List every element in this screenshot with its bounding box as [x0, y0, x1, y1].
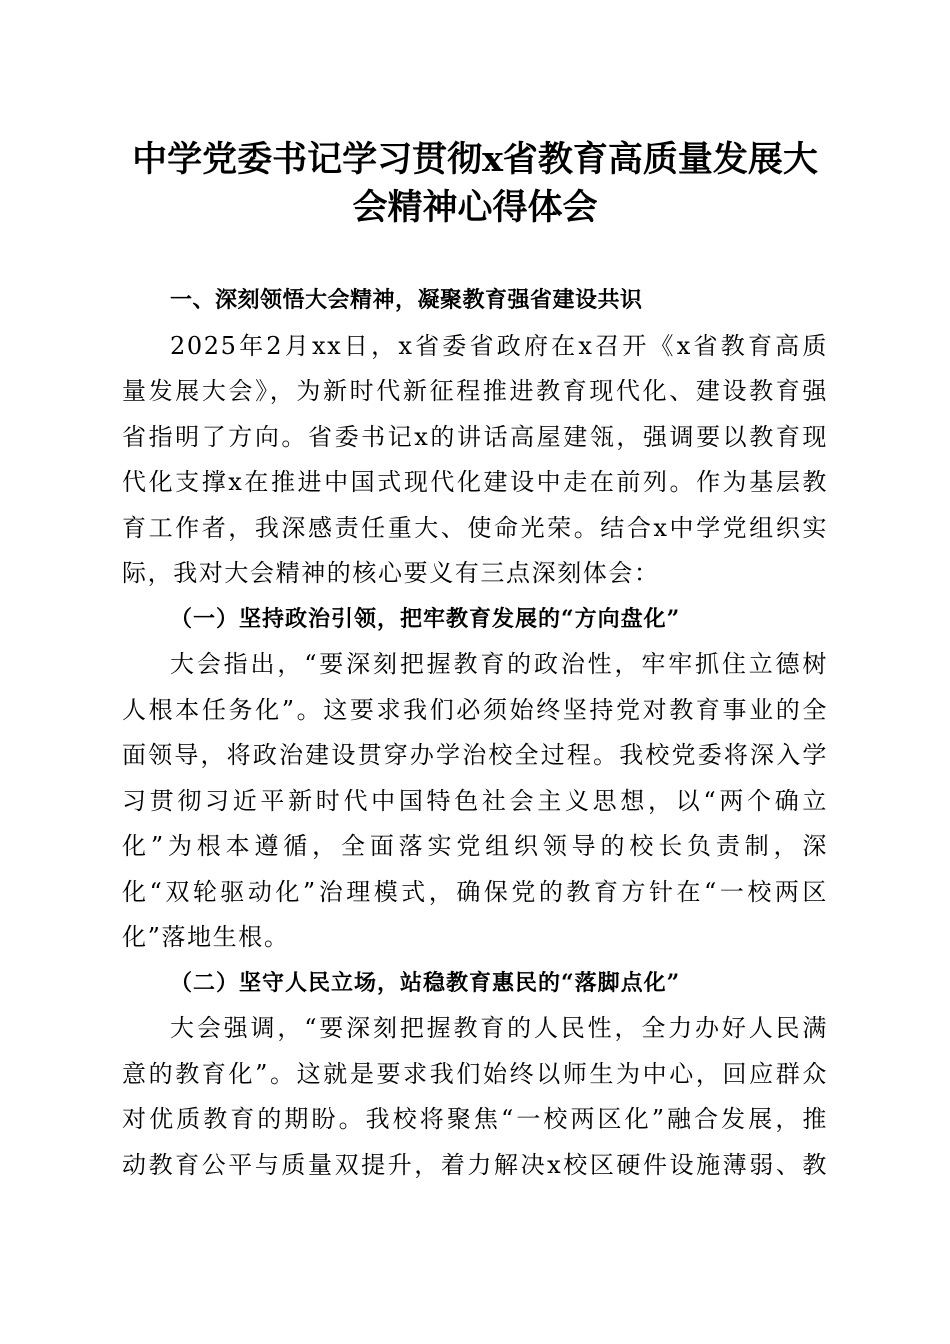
- paragraph-line: 代化支撑x在推进中国式现代化建设中走在前列。作为基层教: [122, 468, 828, 496]
- paragraph-line: 际，我对大会精神的核心要义有三点深刻体会：: [122, 559, 660, 587]
- paragraph-line: 大会强调，“要深刻把握教育的人民性，全力办好人民满: [170, 1014, 828, 1042]
- subsection-heading: （一）坚持政治引领，把牢教育发展的“方向盘化”: [170, 605, 681, 632]
- paragraph-line: 化”为根本遵循，全面落实党组织领导的校长负责制，深: [122, 832, 828, 860]
- paragraph-line: 2025年2月xx日，x省委省政府在x召开《x省教育高质: [170, 331, 828, 360]
- paragraph-line: 省指明了方向。省委书记x的讲话高屋建瓴，强调要以教育现: [122, 422, 828, 451]
- title-line-2: 会精神心得体会: [352, 187, 598, 228]
- paragraph-line: 动教育公平与质量双提升，着力解决x校区硬件设施薄弱、教: [122, 1150, 828, 1179]
- section-heading: 一、深刻领悟大会精神，凝聚教育强省建设共识: [170, 288, 643, 313]
- paragraph-line: 化“双轮驱动化”治理模式，确保党的教育方针在“一校两区: [122, 877, 828, 906]
- subsection-heading: （二）坚守人民立场，站稳教育惠民的“落脚点化”: [170, 969, 681, 996]
- title-line-1: 中学党委书记学习贯彻x省教育高质量发展大: [132, 139, 818, 180]
- paragraph-line: 面领导，将政治建设贯穿办学治校全过程。我校党委将深入学: [122, 741, 828, 769]
- paragraph-line: 育工作者，我深感责任重大、使命光荣。结合x中学党组织实: [122, 513, 828, 542]
- paragraph-line: 对优质教育的期盼。我校将聚焦“一校两区化”融合发展，推: [122, 1105, 828, 1133]
- document-title: [110, 136, 840, 232]
- paragraph-line: 化”落地生根。: [122, 923, 290, 951]
- paragraph-line: 习贯彻习近平新时代中国特色社会主义思想，以“两个确立: [122, 786, 828, 815]
- document-body: [122, 278, 828, 1188]
- paragraph-line: 量发展大会》，为新时代新征程推进教育现代化、建设教育强: [122, 377, 828, 405]
- paragraph-line: 大会指出，“要深刻把握教育的政治性，牢牢抓住立德树: [170, 650, 828, 678]
- paragraph-line: 意的教育化”。这就是要求我们始终以师生为中心，回应群众: [122, 1059, 828, 1088]
- paragraph-line: 人根本任务化”。这要求我们必须始终坚持党对教育事业的全: [122, 695, 828, 724]
